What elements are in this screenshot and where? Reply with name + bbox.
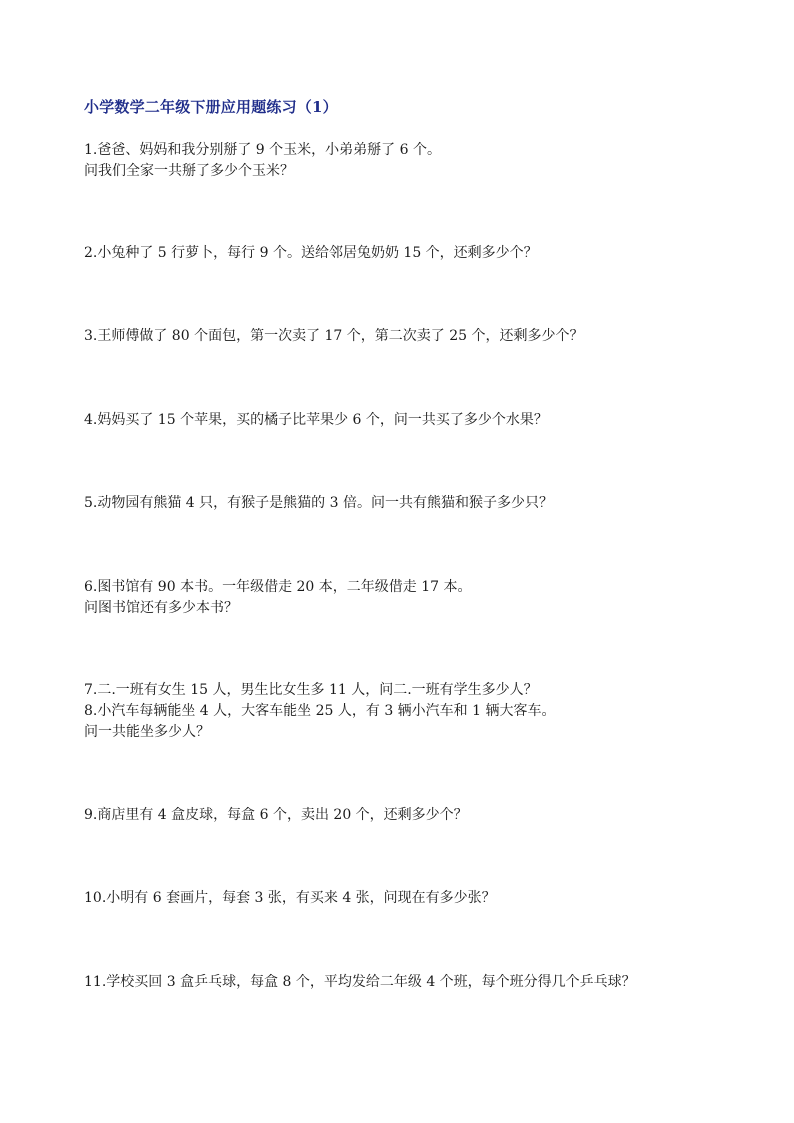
question-7: 7.二.一班有女生 15 人，男生比女生多 11 人，问二.一班有学生多少人？ — [84, 682, 538, 698]
question-5: 5.动物园有熊猫 4 只，有猴子是熊猫的 3 倍。问一共有熊猫和猴子多少只？ — [84, 495, 553, 511]
question-2: 2.小兔种了 5 行萝卜，每行 9 个。送给邻居兔奶奶 15 个，还剩多少个？ — [84, 245, 538, 261]
question-6-line-2: 问图书馆还有多少本书？ — [84, 600, 238, 616]
question-3: 3.王师傅做了 80 个面包，第一次卖了 17 个，第二次卖了 25 个，还剩多少个？ — [84, 328, 584, 344]
document-title: 小学数学二年级下册应用题练习（1） — [84, 98, 338, 116]
question-9: 9.商店里有 4 盒皮球，每盒 6 个，卖出 20 个，还剩多少个？ — [84, 807, 468, 823]
question-1-line-2: 问我们全家一共掰了多少个玉米？ — [84, 163, 294, 179]
question-8-line-1: 8.小汽车每辆能坐 4 人，大客车能坐 25 人，有 3 辆小汽车和 1 辆大客车。 — [84, 703, 556, 719]
question-8-line-2: 问一共能坐多少人？ — [84, 724, 210, 740]
question-11: 11.学校买回 3 盒乒乓球，每盒 8 个，平均发给二年级 4 个班，每个班分得几个乒乓球？ — [84, 974, 636, 990]
question-10: 10.小明有 6 套画片，每套 3 张，有买来 4 张，问现在有多少张？ — [84, 890, 496, 906]
question-6-line-1: 6.图书馆有 90 本书。一年级借走 20 本，二年级借走 17 本。 — [84, 579, 472, 595]
question-4: 4.妈妈买了 15 个苹果，买的橘子比苹果少 6 个，问一共买了多少个水果？ — [84, 412, 548, 428]
question-1-line-1: 1.爸爸、妈妈和我分别掰了 9 个玉米，小弟弟掰了 6 个。 — [84, 142, 441, 158]
